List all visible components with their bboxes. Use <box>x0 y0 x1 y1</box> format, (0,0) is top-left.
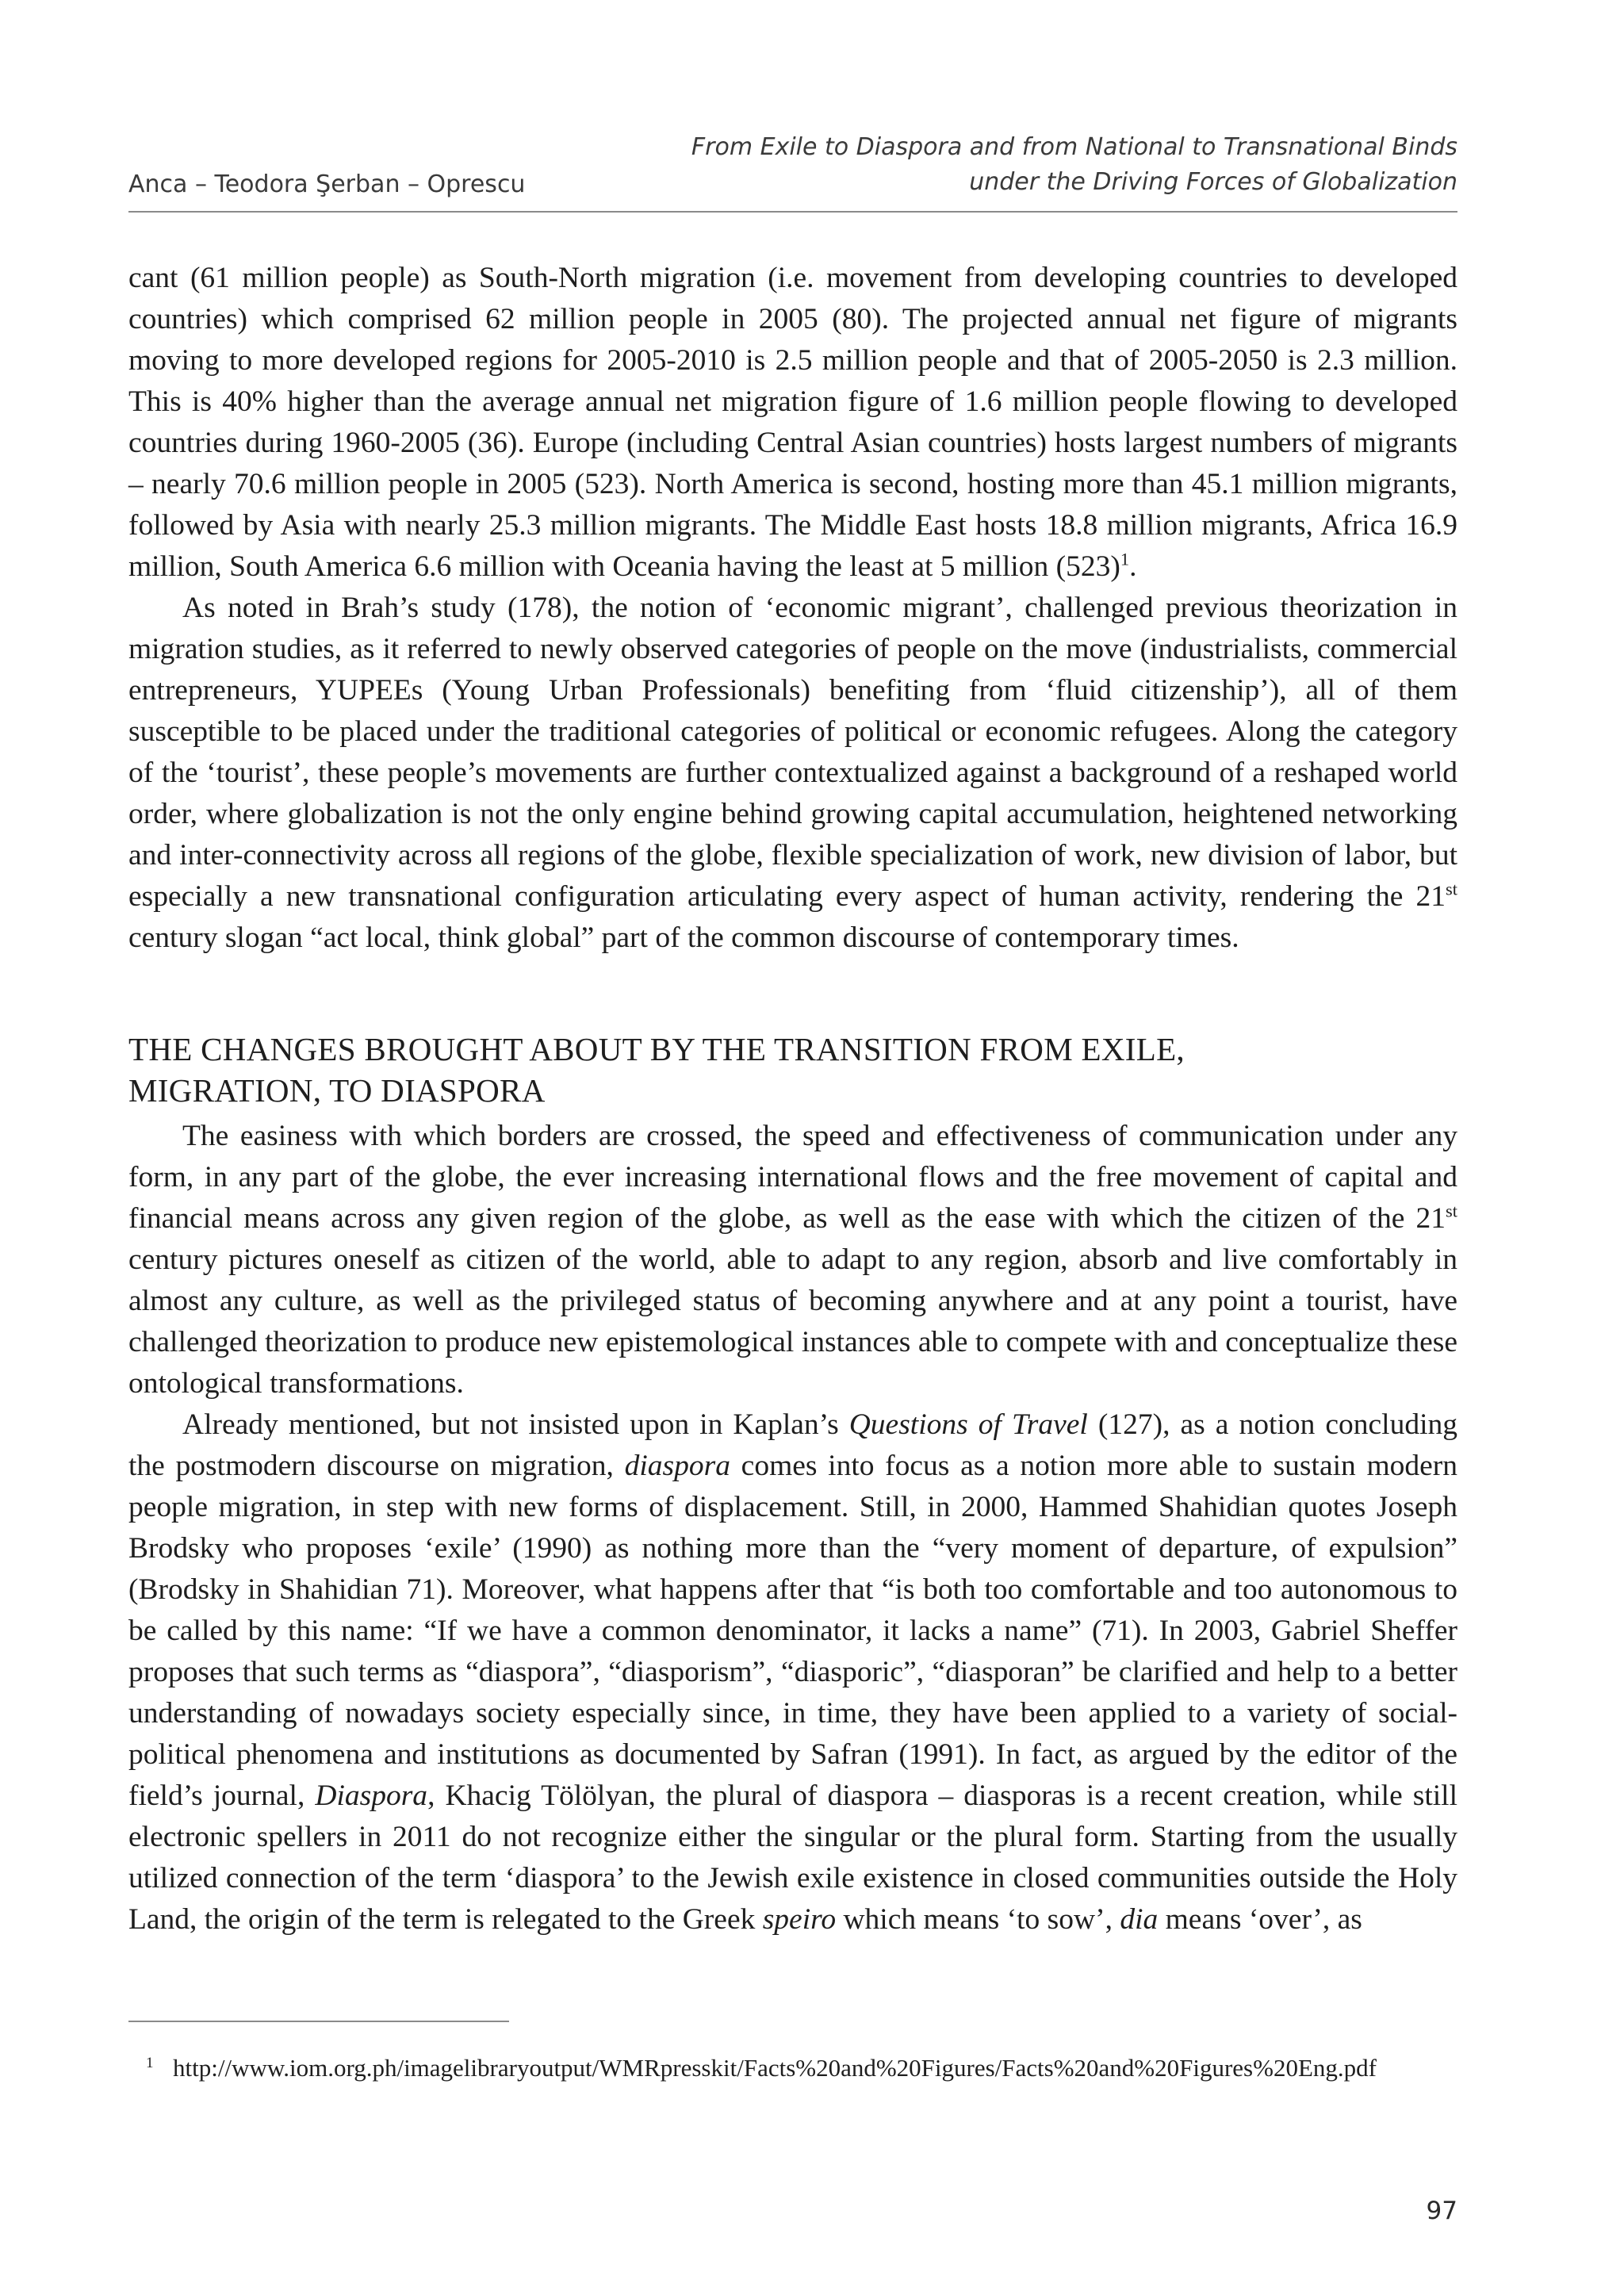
paragraph-2: As noted in Brah’s study (178), the notion of ‘economic migrant’, challenged previous theorization in migration studies, as it referred to newly observed categories of people on the move (industrialists, commercial entrepreneurs, YUPEEs (Young Urban Professionals) benefiting from ‘fluid citizenship’), all of them susceptible to be placed under the traditional categories of political or economic refugees. Along the category of the ‘tourist’, these people’s movements are further contextualized against a background of a reshaped world order, where globalization is not the only engine behind growing capital accumulation, heightened networking and inter-connectivity across all regions of the globe, flexible specialization of work, new division of labor, but especially a new transnational configuration articulating every aspect of human activity, rendering the 21st century slogan “act local, think global” part of the common discourse of contemporary times. <box>128 592 1457 954</box>
footnote <box>128 2052 1457 2084</box>
section-heading-line-2: MIGRATION, TO DIASPORA <box>128 1072 546 1109</box>
section-spacer <box>128 959 1457 1029</box>
header-article-title <box>691 130 1457 200</box>
paragraph-3: The easiness with which borders are crossed, the speed and effectiveness of communication under any form, in any part of the globe, the ever increasing international flows and the free movement of capital and financial means across any given region of the globe, as well as the ease with which the citizen of the 21st century pictures oneself as citizen of the world, able to adapt to any region, absorb and live comfortably in almost any culture, as well as the privileged status of becoming anywhere and at any point a tourist, have challenged theorization to produce new epistemological instances able to compete with and conceptualize these ontological transformations. <box>128 1120 1457 1400</box>
page-number: 97 <box>1426 2197 1457 2225</box>
footnote-reference[interactable]: 1 <box>1120 549 1130 569</box>
paragraph-4: Already mentioned, but not insisted upon in Kaplan’s Questions of Travel (127), as a notion concluding the postmodern discourse on migration, diaspora comes into focus as a notion more able to sustain modern people migration, in step with new forms of displacement. Still, in 2000, Hammed Shahidian quotes Joseph Brodsky who proposes ‘exile’ (1990) as nothing more than the “very moment of departure, of expulsion” (Brodsky in Shahidian 71). Moreover, what happens after that “is both too comfortable and too autonomous to be called by this name: “If we have a common denominator, it lacks a name” (71). In 2003, Gabriel Sheffer proposes that such terms as “diaspora”, “diasporism”, “diasporic”, “diasporan” be clarified and help to a better understanding of nowadays society especially since, in time, they have been applied to a variety of social-political phenomena and institutions as documented by Safran (1991). In fact, as argued by the editor of the field’s journal, Diaspora, Khacig Tölölyan, the plural of diaspora – diasporas is a recent creation, while still electronic spellers in 2011 do not recognize either the singular or the plural form. Starting from the usually utilized connection of the term ‘diaspora’ to the Jewish exile existence in closed communities outside the Holy Land, the origin of the term is relegated to the Greek speiro which means ‘to sow’, dia means ‘over’, as <box>128 1408 1458 1936</box>
main-body-text <box>128 258 1457 1940</box>
footnote-number: 1 <box>146 2055 154 2071</box>
paragraph-1: cant (61 million people) as South-North migration (i.e. movement from developing countries to developed countries) which comprised 62 million people in 2005 (80). The projected annual net figure of migrants moving to more developed regions for 2005-2010 is 2.5 million people and that of 2005-2050 is 2.3 million. This is 40% higher than the average annual net migration figure of 1.6 million people flowing to developed countries during 1960-2005 (36). Europe (including Central Asian countries) hosts largest numbers of migrants – nearly 70.6 million people in 2005 (523). North America is second, hosting more than 45.1 million migrants, followed by Asia with nearly 25.3 million migrants. The Middle East hosts 18.8 million migrants, Africa 16.9 million, South America 6.6 million with Oceania having the least at 5 million $(523)^1$. <box>128 262 1457 583</box>
header-author: Anca – Teodora Şerban – Oprescu <box>128 170 526 198</box>
section-heading-line-1: THE CHANGES BROUGHT ABOUT BY THE TRANSITION FROM EXILE, <box>128 1031 1185 1067</box>
footnote-divider <box>128 2021 509 2022</box>
footnote-url-link[interactable]: http://www.iom.org.ph/imagelibraryoutput/WMRpresskit/Facts%20and%20Figures/Facts%20and%20Figures%20Eng.pdf <box>173 2054 1377 2082</box>
header-title-line-1: From Exile to Diaspora and from National to Transnational Binds <box>691 133 1457 161</box>
section-heading <box>128 1029 1457 1111</box>
running-header <box>128 132 1457 213</box>
header-title-line-2: under the Driving Forces of Globalization <box>969 168 1457 196</box>
book-title-italic: Questions of Travel <box>848 1408 1088 1441</box>
journal-title-italic: Diaspora <box>315 1780 428 1812</box>
